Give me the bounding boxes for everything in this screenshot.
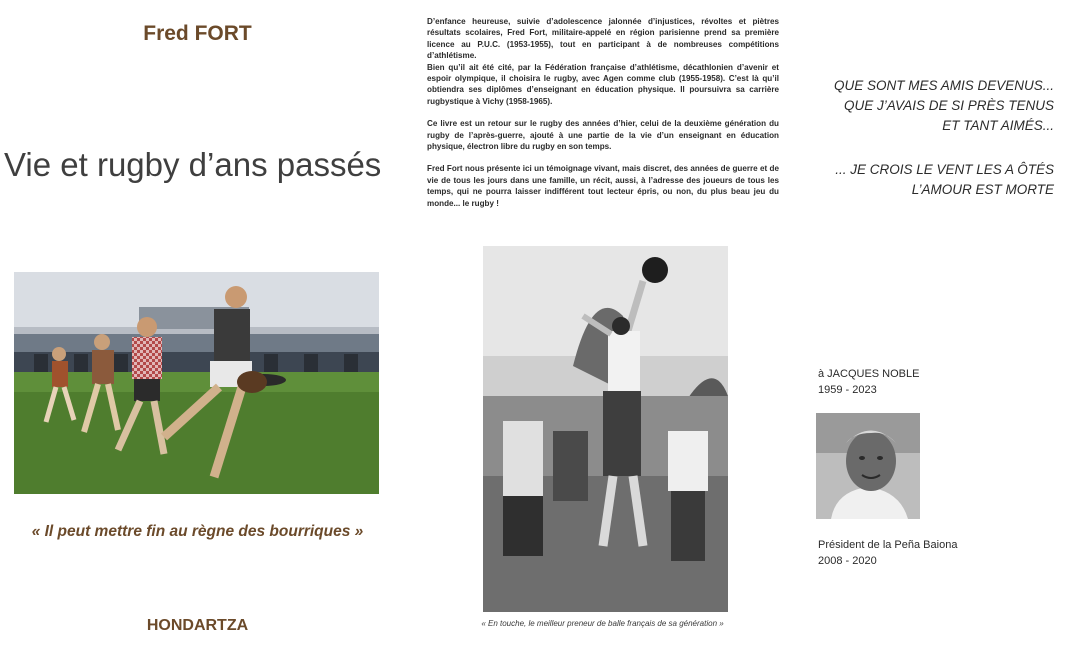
front-cover bbox=[0, 0, 395, 649]
photo-caption: « En touche, le meilleur preneur de balle français de sa génération » bbox=[481, 619, 724, 628]
poem-line: QUE J’AVAIS DE SI PRÈS TENUS bbox=[843, 98, 1054, 113]
back-cover bbox=[420, 0, 785, 649]
publisher-name: HONDARTZA bbox=[146, 617, 249, 634]
portrait-photo bbox=[816, 413, 920, 519]
blurb-paragraph: Ce livre est un retour sur le rugby des années d’hier, celui de la deuxième génération du rugby de l’après-guerre, ajouté à une partie de la vie d’un enseignant en éducation physique, électron libre du rugby en son temps. bbox=[427, 119, 779, 152]
poem-line: ... JE CROIS LE VENT LES A ÔTÉS bbox=[835, 162, 1054, 177]
poem-line: L’AMOUR EST MORTE bbox=[911, 182, 1054, 197]
lineout-photo bbox=[483, 246, 728, 612]
blurb-paragraph: Fred Fort nous présente ici un témoignage vivant, mais discret, des années de guerre et de vie de tous les jours dans une famille, un récit, aussi, à l’adresse des joueurs de tous les temps, qui ne pourra laisser indifférent tout lecteur épris, ou non, du plus beau jeu du monde... le rugby ! bbox=[427, 164, 779, 208]
president-text bbox=[818, 537, 957, 569]
poem-line: QUE SONT MES AMIS DEVENUS... bbox=[833, 78, 1054, 93]
president-years: 2008 - 2020 bbox=[818, 555, 877, 567]
dedication-panel bbox=[800, 0, 1080, 649]
book-title: Vie et rugby d’ans passés bbox=[4, 146, 382, 183]
author-name: Fred FORT bbox=[143, 22, 252, 45]
blurb-paragraph: Bien qu’il ait été cité, par la Fédération française d’athlétisme, décathlonien d’avenir et espoir olympique, il choisira le rugby, avec Agen comme club (1955-1958). C’est là qu’il obtiendra ses diplômes d’enseignant en éducation physique. Il poursuivra sa carrière rugbystique à Vichy (1958-1965). bbox=[427, 62, 779, 106]
poem-excerpt bbox=[794, 76, 1054, 200]
blurb-paragraph: D’enfance heureuse, suivie d’adolescence jalonnée d’injustices, révoltes et piètres résultats scolaires, Fred Fort, militaire-appelé en région parisienne prend sa première licence au P.U.C. (1953-1955), tout en participant à de nombreuses compétitions d’athlétisme. bbox=[427, 17, 779, 61]
back-cover-blurb bbox=[427, 16, 779, 220]
cover-tagline: « Il peut mettre fin au règne des bourriques » bbox=[31, 523, 364, 540]
dedicatee-years: 1959 - 2023 bbox=[818, 384, 877, 396]
poem-line: ET TANT AIMÉS... bbox=[942, 118, 1054, 133]
dedicatee-name: à JACQUES NOBLE bbox=[818, 368, 920, 380]
president-role: Président de la Peña Baiona bbox=[818, 539, 958, 551]
dedication-text bbox=[818, 366, 919, 398]
cover-photo-rugby-players bbox=[14, 272, 379, 494]
